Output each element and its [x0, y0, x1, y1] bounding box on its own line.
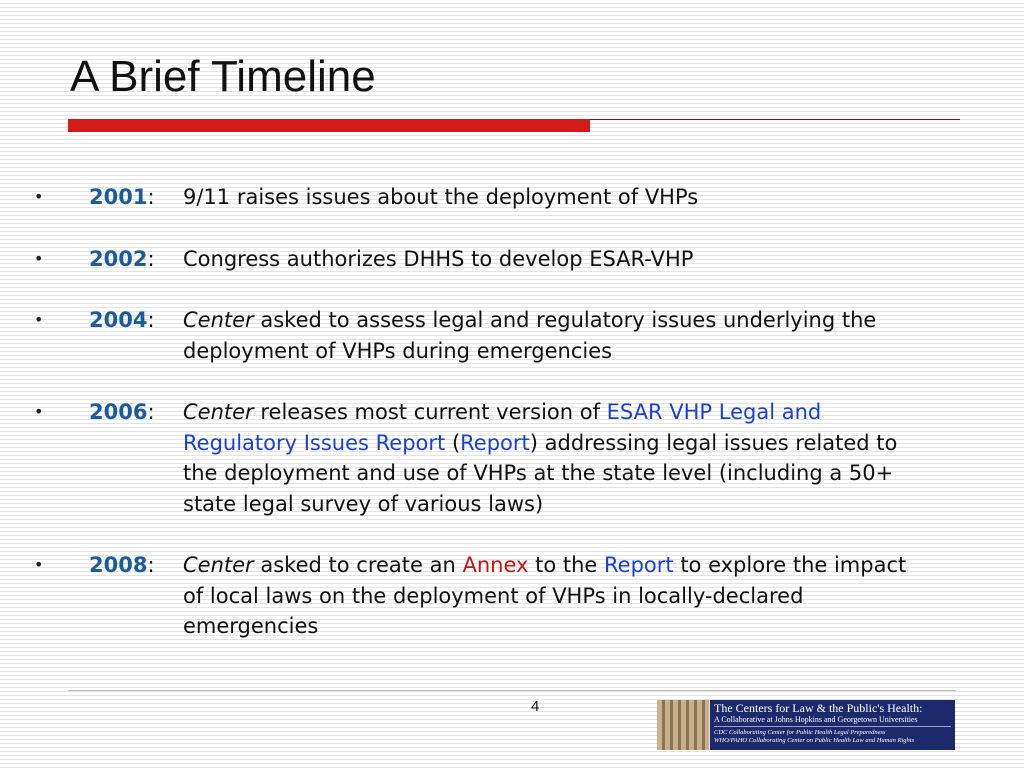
- footer-divider: [68, 690, 956, 691]
- logo-cdc-center: CDC Collaborating Center for Public Health Legal Preparedness: [714, 729, 886, 736]
- pillars-icon: [657, 700, 710, 750]
- bullet-icon: •: [34, 555, 44, 574]
- timeline-year: 2004:: [89, 308, 155, 332]
- center-name: Center: [183, 553, 254, 577]
- page-number: 4: [531, 698, 540, 715]
- timeline-list: [30, 182, 930, 673]
- annex-link[interactable]: Annex: [462, 553, 529, 577]
- report-title-link[interactable]: ESAR VHP Legal and Regulatory Issues Report: [183, 400, 822, 455]
- timeline-description: Center asked to create an Annex to the Report to explore the impact of local laws on the deployment of VHPs in locally-declared emergencies: [183, 553, 907, 638]
- center-name: Center: [183, 308, 254, 332]
- timeline-year: 2002:: [89, 246, 155, 271]
- center-name: Center: [183, 400, 254, 424]
- timeline-item-2001: [30, 182, 930, 213]
- slide-title: A Brief Timeline: [70, 52, 376, 101]
- timeline-item-2008: [30, 550, 930, 642]
- logo-text: [710, 700, 955, 750]
- bullet-icon: •: [34, 402, 44, 421]
- timeline-item-2002: [30, 244, 930, 275]
- timeline-item-2004: [30, 305, 930, 366]
- centers-logo: [657, 700, 955, 750]
- logo-divider: [714, 726, 951, 727]
- report-link[interactable]: Report: [604, 553, 674, 577]
- timeline-description: Center asked to assess legal and regulatory issues underlying the deployment of VHPs during emergencies: [183, 308, 877, 363]
- logo-org-name: The Centers for Law & the Public's Health:: [714, 701, 923, 715]
- report-link[interactable]: Report: [460, 430, 530, 455]
- timeline-year: 2008:: [89, 553, 155, 577]
- bullet-icon: •: [34, 248, 44, 268]
- timeline-description: 9/11 raises issues about the deployment of VHPs: [183, 185, 699, 209]
- bullet-icon: •: [34, 310, 44, 329]
- logo-collaborative: A Collaborative at Johns Hopkins and Georgetown Universities: [714, 715, 918, 724]
- timeline-item-2006: [30, 397, 930, 519]
- timeline-description: Congress authorizes DHHS to develop ESAR-VHP: [183, 246, 694, 271]
- timeline-year: 2006:: [89, 400, 155, 424]
- timeline-year: 2001:: [89, 185, 155, 209]
- title-underline-rule: [590, 119, 960, 120]
- logo-who-center: WHO/PAHO Collaborating Center on Public Health Law and Human Rights: [714, 737, 915, 744]
- title-underline-bar: [68, 119, 590, 132]
- bullet-icon: •: [34, 187, 44, 206]
- timeline-description: Center releases most current version of ESAR VHP Legal and Regulatory Issues Report (Report) addressing legal issues related to the deployment and use of VHPs at the state level (including a 50+ state legal survey of various laws): [183, 400, 898, 516]
